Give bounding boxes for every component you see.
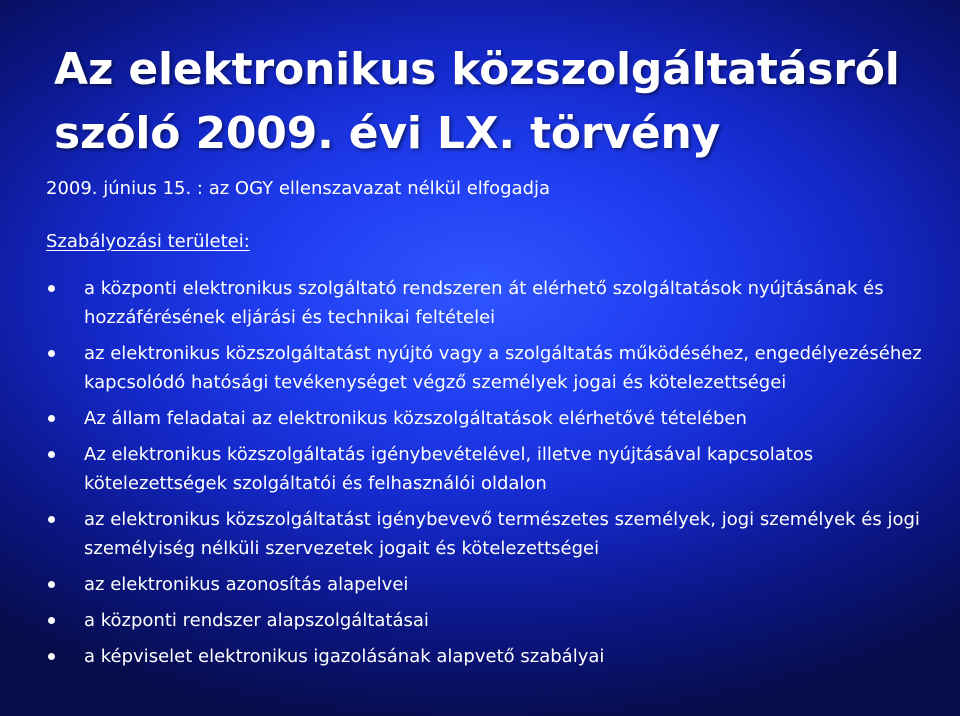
bullet-item: [46, 440, 936, 498]
adoption-date-line: 2009. június 15. : az OGY ellenszavazat nélkül elfogadja: [46, 178, 551, 199]
bullet-text: az elektronikus közszolgáltatást igénybevevő természetes személyek, jogi személyek és jogi személyiség nélküli szervezetek jogait és kötelezettségei: [84, 509, 920, 559]
bullet-dot-icon: [48, 516, 55, 523]
bullet-dot-icon: [48, 617, 55, 624]
bullet-text: Az állam feladatai az elektronikus közszolgáltatások elérhetővé tételében: [84, 408, 747, 429]
bullet-text: a központi rendszer alapszolgáltatásai: [84, 610, 429, 631]
bullet-dot-icon: [48, 415, 55, 422]
bullet-dot-icon: [48, 451, 55, 458]
bullet-dot-icon: [48, 350, 55, 357]
slide-title: [54, 38, 914, 166]
bullet-item: [46, 606, 936, 635]
slide-title-line-1: Az elektronikus közszolgáltatásról: [54, 44, 900, 95]
bullet-text: a képviselet elektronikus igazolásának alapvető szabályai: [84, 646, 605, 667]
bullet-item: [46, 339, 936, 397]
bullet-text: az elektronikus közszolgáltatást nyújtó vagy a szolgáltatás működéséhez, engedélyezéséhez kapcsolódó hatósági tevékenységet végző személyek jogai és kötelezettségei: [84, 343, 922, 393]
bullet-text: Az elektronikus közszolgáltatás igénybevételével, illetve nyújtásával kapcsolatos kötelezettségek szolgáltatói és felhasználói oldalon: [84, 444, 814, 494]
bullet-item: [46, 404, 936, 433]
bullet-item: [46, 505, 936, 563]
bullet-text: az elektronikus azonosítás alapelvei: [84, 574, 409, 595]
bullet-item: [46, 570, 936, 599]
bullet-list: [46, 274, 936, 678]
bullet-dot-icon: [48, 653, 55, 660]
bullet-text: a központi elektronikus szolgáltató rendszeren át elérhető szolgáltatások nyújtásának és hozzáférésének eljárási és technikai feltételei: [84, 278, 884, 328]
section-label: Szabályozási területei:: [46, 231, 250, 252]
slide-title-line-2: szóló 2009. évi LX. törvény: [54, 108, 721, 159]
bullet-item: [46, 642, 936, 671]
bullet-dot-icon: [48, 285, 55, 292]
bullet-item: [46, 274, 936, 332]
bullet-dot-icon: [48, 581, 55, 588]
